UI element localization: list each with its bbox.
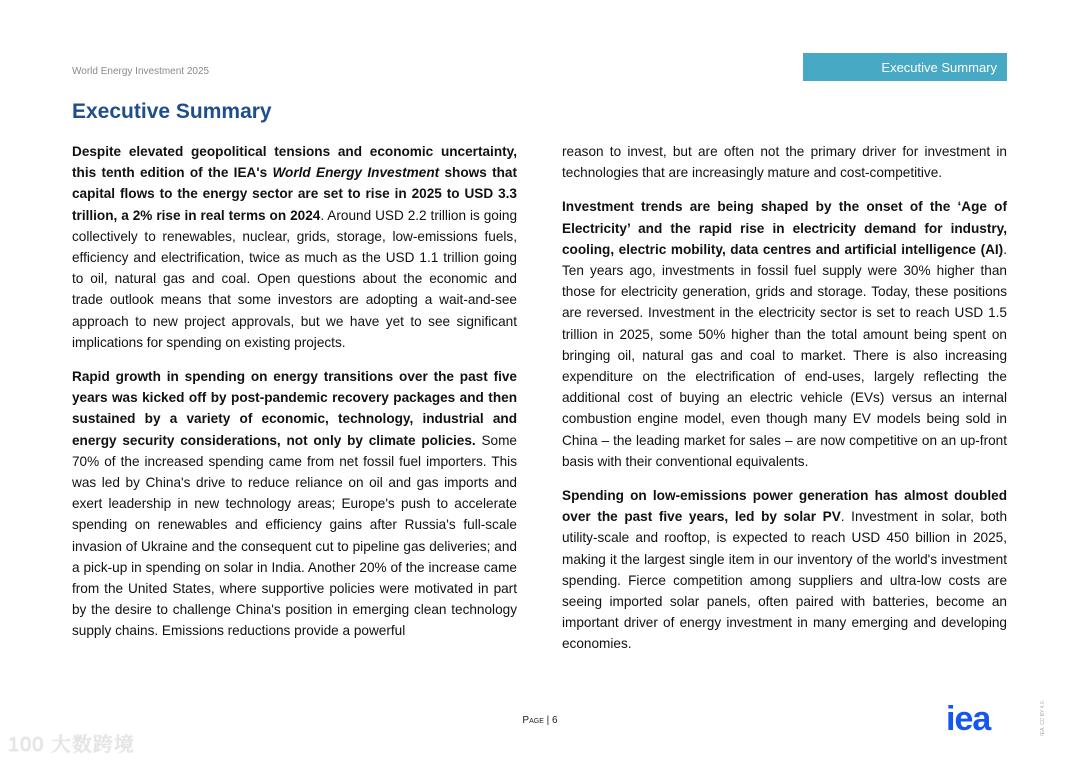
- iea-logo-icon: iea: [946, 700, 991, 738]
- paragraph-transitions-growth: [72, 366, 517, 642]
- section-tab: [803, 53, 1007, 81]
- body-text: . Around USD 2.2 trillion is going collectively to renewables, nuclear, grids, storage, low-emissions fuels, efficiency and electrification, twice as much as the USD 1.1 trillion going to oil, natural gas and coal. Open questions about the economic and trade outlook means that some investors are adopting a wait-and-see approach to new project approvals, but we have yet to see significant implications for spending on existing projects.: [72, 207, 518, 350]
- page-separator: |: [543, 715, 553, 726]
- bold-lead: Despite elevated geopolitical tensions and economic uncertainty, this tenth edition of the IEA's: [72, 144, 517, 181]
- running-header: World Energy Investment 2025: [72, 66, 210, 77]
- page-number: [0, 715, 1080, 726]
- bold-lead-cont: shows that capital flows to the energy sector are set to rise in 2025 to USD 3.3 trillion, a 2% rise in real terms on 2024: [72, 165, 517, 223]
- bold-lead: Investment trends are being shaped by the onset of the ‘Age of Electricity’ and the rapid rise in electricity demand for industry, cooling, electric mobility, data centres and artificial intelligence (AI): [562, 199, 1007, 257]
- paragraph-headline-investment: [72, 141, 517, 353]
- paragraph-age-of-electricity: [562, 196, 1007, 472]
- page-title: Executive Summary: [72, 100, 272, 123]
- body-text: Some 70% of the increased spending came from net fossil fuel importers. This was led by China's drive to reduce reliance on oil and gas imports and exert leadership in new technology areas; Europe's push to accelerate spending on renewables and efficiency gains after Russia's full-scale invasion of Ukraine and the consequent cut to pipeline gas deliveries; and a pick-up in spending on solar in India. Another 20% of the increase came from the United States, where supportive policies were motivated in part by the desire to challenge China's position in emerging clean technology supply chains. Emissions reductions provide a powerful: [72, 432, 517, 639]
- watermark: 100 大数跨境: [8, 734, 135, 756]
- page-label: Page: [522, 715, 544, 726]
- body-text: . Ten years ago, investments in fossil fuel supply were 30% higher than those for electricity generation, grids and storage. Today, these positions are reversed. Investment in the electricity sector is set to reach USD 1.5 trillion in 2025, some 50% higher than the total amount being spent on bringing oil, natural gas and coal to market. There is also increasing expenditure on the electrification of end-uses, largely reflecting the additional cost of buying an electric vehicle (EVs) versus an internal combustion engine model, even though many EV models being sold in China – the leading market for sales – are now competitive on an up-front basis with their conventional equivalents.: [562, 241, 1007, 469]
- section-tab-label: Executive Summary: [881, 59, 997, 75]
- right-column: [562, 141, 1007, 668]
- paragraph-solar-pv: [562, 485, 1007, 655]
- bold-lead: Rapid growth in spending on energy transitions over the past five years was kicked off by post-pandemic recovery packages and then sustained by a variety of economic, technology, industrial and energy security considerations, not only by climate policies.: [72, 369, 517, 448]
- paragraph-continuation: reason to invest, but are often not the primary driver for investment in technologies that are increasingly mature and cost-competitive.: [562, 144, 1007, 181]
- license-text: IEA. CC BY 4.0.: [1040, 700, 1046, 736]
- left-column: [72, 141, 517, 655]
- page-number-value: 6: [552, 715, 558, 726]
- report-title-italic: World Energy Investment: [272, 165, 440, 181]
- body-text: . Investment in solar, both utility-scale and rooftop, is expected to reach USD 450 billion in 2025, making it the largest single item in our inventory of the world's investment spending. Fierce competition among suppliers and ultra-low costs are seeing imported solar panels, often paired with batteries, become an important driver of energy investment in many emerging and developing economies.: [562, 509, 1007, 652]
- bold-lead: Spending on low-emissions power generation has almost doubled over the past five years, led by solar PV: [562, 488, 1007, 525]
